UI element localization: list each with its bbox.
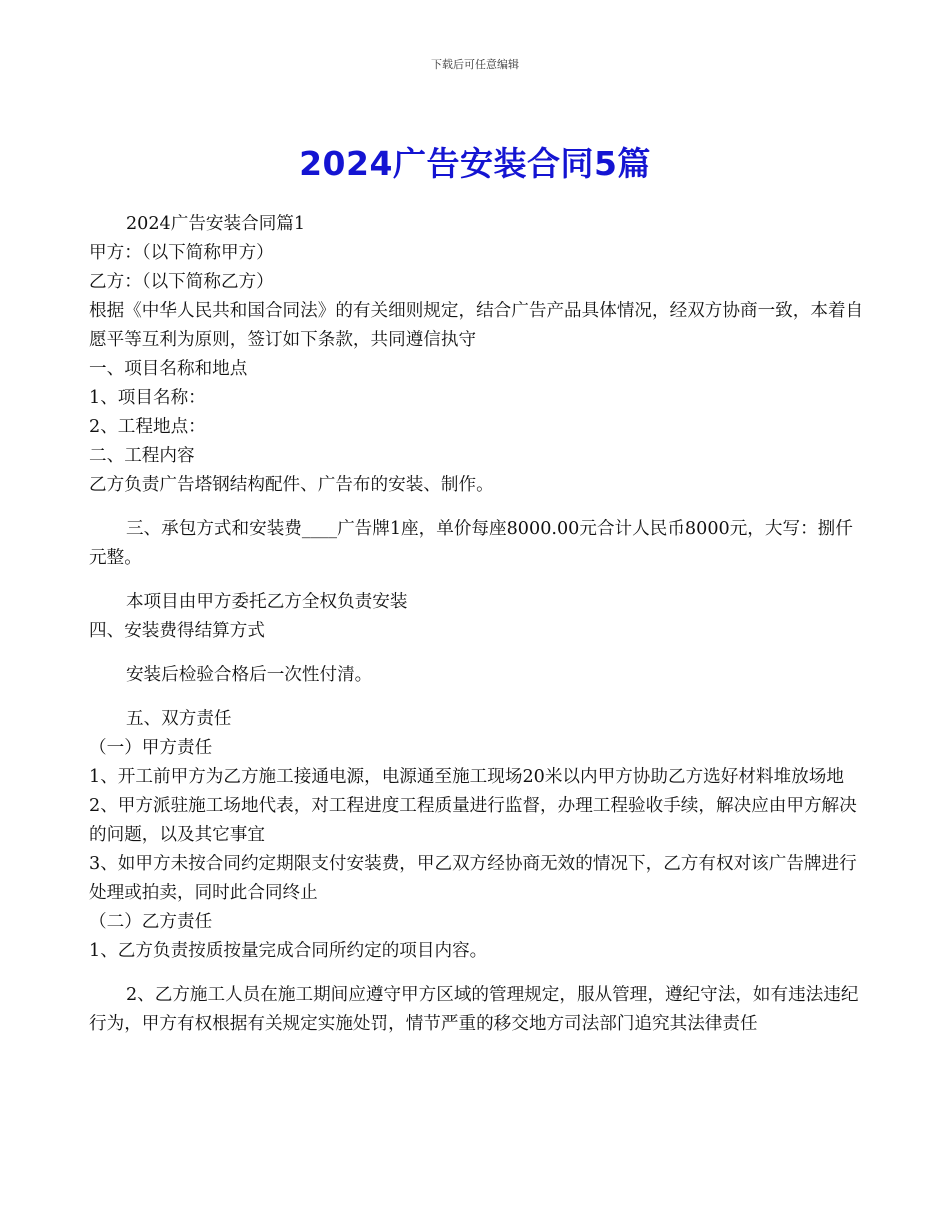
document-title: 2024广告安装合同5篇 bbox=[299, 144, 651, 183]
clause-item: 2、工程地点： bbox=[89, 417, 206, 437]
document-body bbox=[89, 210, 864, 1039]
clause-heading: 四、安装费得结算方式 bbox=[89, 621, 265, 641]
clause-item: 1、项目名称： bbox=[89, 388, 206, 408]
party-b-line: 乙方：（以下简称乙方） bbox=[89, 272, 274, 292]
clause-paragraph: 本项目由甲方委托乙方全权负责安装 bbox=[125, 592, 408, 612]
clause-item: 1、开工前甲方为乙方施工接通电源，电源通至施工现场20米以内甲方协助乙方选好材料堆放场地 2、甲方派驻施工场地代表，对工程进度工程质量进行监督，办理工程验收手续，解决应由甲方解决的问题，以及其它事宜 bbox=[89, 767, 857, 845]
clause-item: 3、如甲方未按合同约定期限支付安装费，甲乙双方经协商无效的情况下，乙方有权对该广告牌进行处理或拍卖，同时此合同终止 bbox=[89, 854, 857, 903]
clause-paragraph: 2、乙方施工人员在施工期间应遵守甲方区域的管理规定，服从管理，遵纪守法，如有违法违纪行为，甲方有权根据有关规定实施处罚，情节严重的移交地方司法部门追究其法律责任 bbox=[89, 985, 859, 1034]
preamble-paragraph: 根据《中华人民共和国合同法》的有关细则规定，结合广告产品具体情况，经双方协商一致，本着自愿平等互利为原则，签订如下条款，共同遵信执守 bbox=[89, 301, 864, 350]
clause-item: 乙方负责广告塔钢结构配件、广告布的安装、制作。 bbox=[89, 475, 494, 495]
section-heading: 2024广告安装合同篇1 bbox=[125, 214, 306, 234]
header-note: 下载后可任意编辑 bbox=[431, 58, 519, 71]
clause-paragraph: 安装后检验合格后一次性付清。 bbox=[125, 665, 373, 685]
subclause-heading: （一）甲方责任 bbox=[89, 738, 213, 758]
party-a-line: 甲方：（以下简称甲方） bbox=[89, 243, 274, 263]
clause-heading: 五、双方责任 bbox=[125, 709, 232, 729]
clause-heading: 一、项目名称和地点 bbox=[89, 359, 248, 379]
clause-paragraph: 三、承包方式和安装费____广告牌1座，单价每座8000.00元合计人民币8000元，大写：捌仟元整。 bbox=[89, 519, 853, 568]
clause-heading: 二、工程内容 bbox=[89, 446, 195, 466]
clause-item: 1、乙方负责按质按量完成合同所约定的项目内容。 bbox=[89, 941, 488, 961]
subclause-heading: （二）乙方责任 bbox=[89, 912, 213, 932]
